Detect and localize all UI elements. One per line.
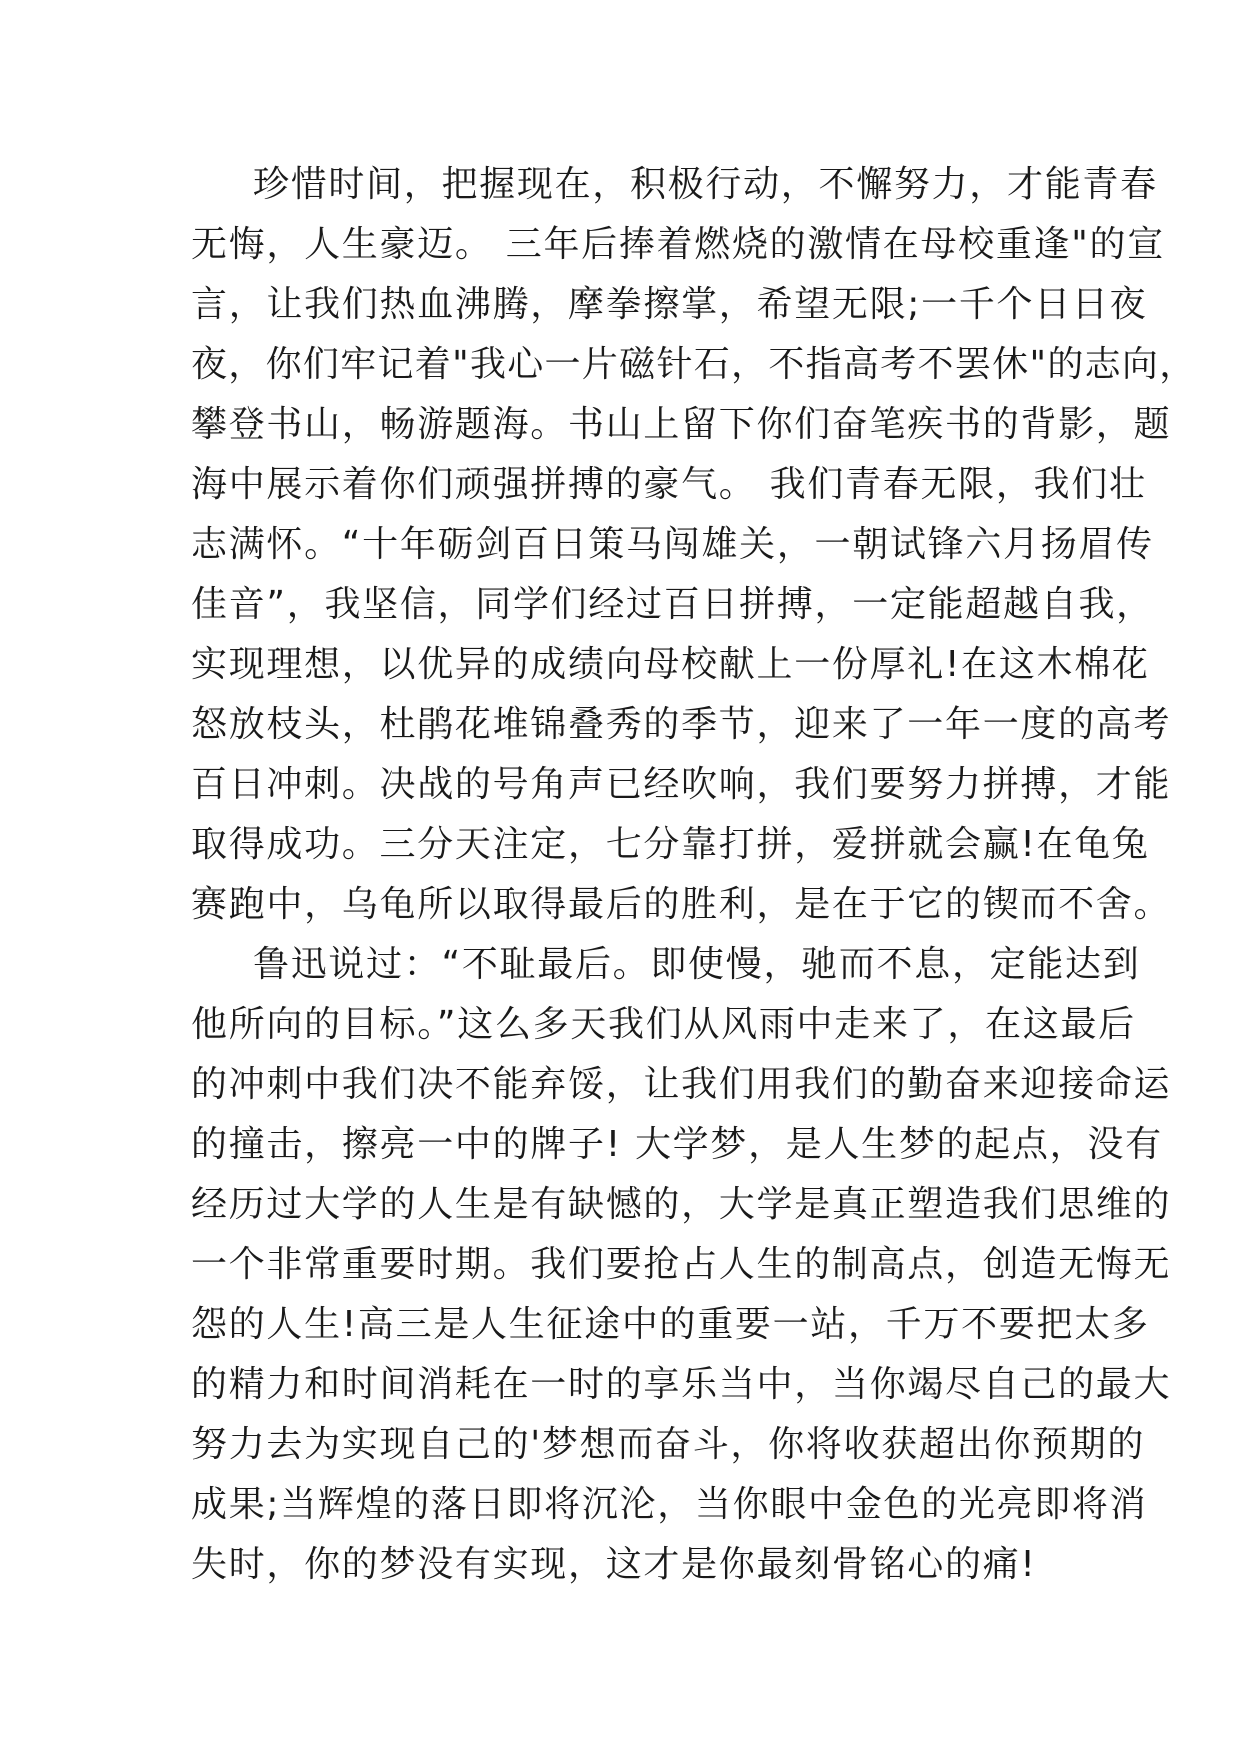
text-line: 成果;当辉煌的落日即将沉沦，当你眼中金色的光亮即将消	[191, 1484, 1148, 1525]
text-line: 海中展示着你们顽强拼搏的豪气。 我们青春无限，我们壮	[191, 464, 1147, 505]
text-line: 努力去为实现自己的'梦想而奋斗，你将收获超出你预期的	[191, 1424, 1146, 1465]
text-line: 他所向的目标。”这么多天我们从风雨中走来了，在这最后	[191, 1004, 1136, 1045]
text-line: 失时，你的梦没有实现，这才是你最刻骨铭心的痛!	[191, 1544, 1037, 1585]
text-line: 的撞击，擦亮一中的牌子! 大学梦，是人生梦的起点，没有	[191, 1124, 1163, 1165]
text-line: 取得成功。三分天注定，七分靠打拼，爱拼就会赢!在龟兔	[191, 824, 1150, 865]
text-line: 佳音”，我坚信，同学们经过百日拼搏，一定能超越自我，	[191, 584, 1154, 625]
text-line: 的冲刺中我们决不能弃馁，让我们用我们的勤奋来迎接命运	[191, 1064, 1172, 1105]
text-line: 珍惜时间，把握现在，积极行动，不懈努力，才能青春	[253, 164, 1158, 205]
text-line: 实现理想，以优异的成绩向母校献上一份厚礼!在这木棉花	[191, 644, 1150, 685]
text-line: 鲁迅说过：“不耻最后。即使慢，驰而不息，定能达到	[253, 944, 1141, 985]
text-line: 怒放枝头，杜鹃花堆锦叠秀的季节，迎来了一年一度的高考	[191, 704, 1172, 745]
text-line: 赛跑中，乌龟所以取得最后的胜利，是在于它的锲而不舍。	[191, 884, 1172, 925]
text-line: 怨的人生!高三是人生征途中的重要一站，千万不要把太多	[191, 1304, 1150, 1345]
text-line: 的精力和时间消耗在一时的享乐当中，当你竭尽自己的最大	[191, 1364, 1172, 1405]
text-line: 经历过大学的人生是有缺憾的，大学是真正塑造我们思维的	[191, 1184, 1172, 1225]
text-line: 攀登书山，畅游题海。书山上留下你们奋笔疾书的背影，题	[191, 404, 1172, 445]
text-line: 夜，你们牢记着"我心一片磁针石，不指高考不罢休"的志向，	[191, 344, 1197, 385]
text-line: 志满怀。“十年砺剑百日策马闯雄关，一朝试锋六月扬眉传	[191, 524, 1154, 565]
text-line: 一个非常重要时期。我们要抢占人生的制高点，创造无悔无	[191, 1244, 1172, 1285]
text-line: 百日冲刺。决战的号角声已经吹响，我们要努力拼搏，才能	[191, 764, 1172, 805]
text-line: 言，让我们热血沸腾，摩拳擦掌，希望无限;一千个日日夜	[191, 284, 1148, 325]
text-line: 无悔，人生豪迈。 三年后捧着燃烧的激情在母校重逢"的宣	[191, 224, 1165, 265]
